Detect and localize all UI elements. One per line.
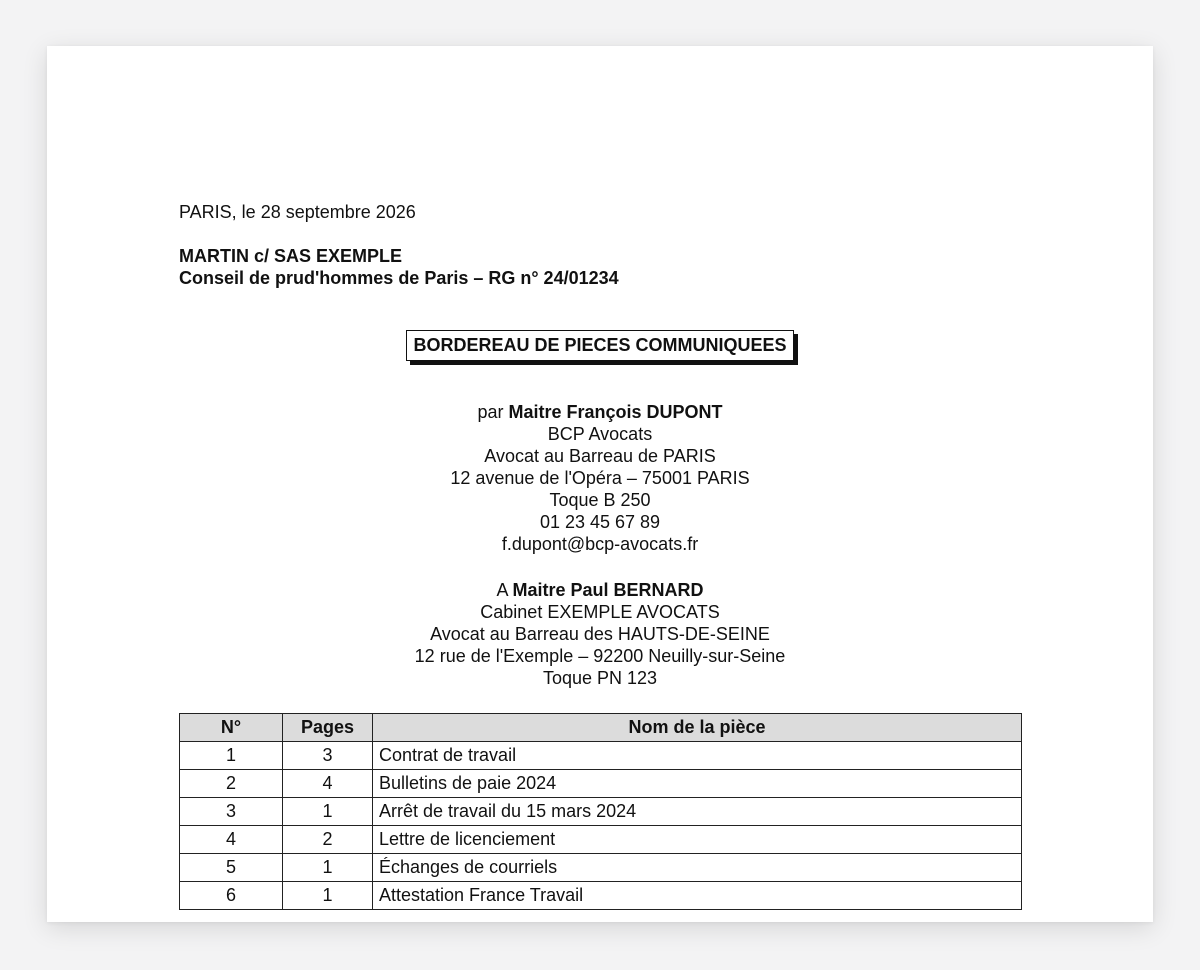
cell-name: Lettre de licenciement — [373, 826, 1022, 854]
sender-name: Maitre François DUPONT — [508, 402, 723, 422]
table-row — [180, 826, 1022, 854]
court-line: Conseil de prud'hommes de Paris – RG n° 24/01234 — [179, 268, 619, 288]
case-header — [179, 245, 619, 289]
cell-pages: 4 — [283, 770, 373, 798]
table-row — [180, 854, 1022, 882]
cell-pages: 1 — [283, 882, 373, 910]
recipient-name-line — [179, 579, 1021, 601]
recipient-toque: Toque PN 123 — [542, 668, 658, 688]
recipient-prefix: A — [496, 580, 508, 600]
sender-name-line — [179, 401, 1021, 423]
date-line: PARIS, le 28 septembre 2026 — [179, 202, 416, 222]
column-header-pages: Pages — [283, 714, 373, 742]
cell-number: 3 — [180, 798, 283, 826]
cell-pages: 1 — [283, 854, 373, 882]
recipient-address: 12 rue de l'Exemple – 92200 Neuilly-sur-Seine — [414, 646, 786, 666]
sender-address: 12 avenue de l'Opéra – 75001 PARIS — [450, 468, 750, 488]
cell-number: 5 — [180, 854, 283, 882]
column-header-number: N° — [180, 714, 283, 742]
sender-email: f.dupont@bcp-avocats.fr — [501, 534, 699, 554]
cell-number: 6 — [180, 882, 283, 910]
document-title: BORDEREAU DE PIECES COMMUNIQUEES — [406, 330, 793, 361]
table-row — [180, 770, 1022, 798]
table-row — [180, 798, 1022, 826]
sender-block — [179, 401, 1021, 555]
sender-bar: Avocat au Barreau de PARIS — [484, 446, 716, 466]
exhibits-table — [179, 713, 1022, 910]
cell-name: Contrat de travail — [373, 742, 1022, 770]
document-page — [47, 46, 1153, 922]
cell-pages: 2 — [283, 826, 373, 854]
table-header-row — [180, 714, 1022, 742]
table-row — [180, 742, 1022, 770]
cell-name: Attestation France Travail — [373, 882, 1022, 910]
cell-number: 1 — [180, 742, 283, 770]
cell-number: 2 — [180, 770, 283, 798]
recipient-block — [179, 579, 1021, 689]
recipient-name: Maitre Paul BERNARD — [512, 580, 704, 600]
cell-pages: 1 — [283, 798, 373, 826]
recipient-firm: Cabinet EXEMPLE AVOCATS — [480, 602, 720, 622]
sender-phone: 01 23 45 67 89 — [539, 512, 661, 532]
recipient-bar: Avocat au Barreau des HAUTS-DE-SEINE — [430, 624, 770, 644]
document-title-wrap — [179, 330, 1021, 361]
sender-prefix: par — [477, 402, 504, 422]
cell-name: Échanges de courriels — [373, 854, 1022, 882]
sender-toque: Toque B 250 — [549, 490, 651, 510]
column-header-name: Nom de la pièce — [373, 714, 1022, 742]
case-title: MARTIN c/ SAS EXEMPLE — [179, 246, 403, 266]
cell-pages: 3 — [283, 742, 373, 770]
cell-number: 4 — [180, 826, 283, 854]
sender-firm: BCP Avocats — [547, 424, 653, 444]
table-row — [180, 882, 1022, 910]
cell-name: Bulletins de paie 2024 — [373, 770, 1022, 798]
cell-name: Arrêt de travail du 15 mars 2024 — [373, 798, 1022, 826]
